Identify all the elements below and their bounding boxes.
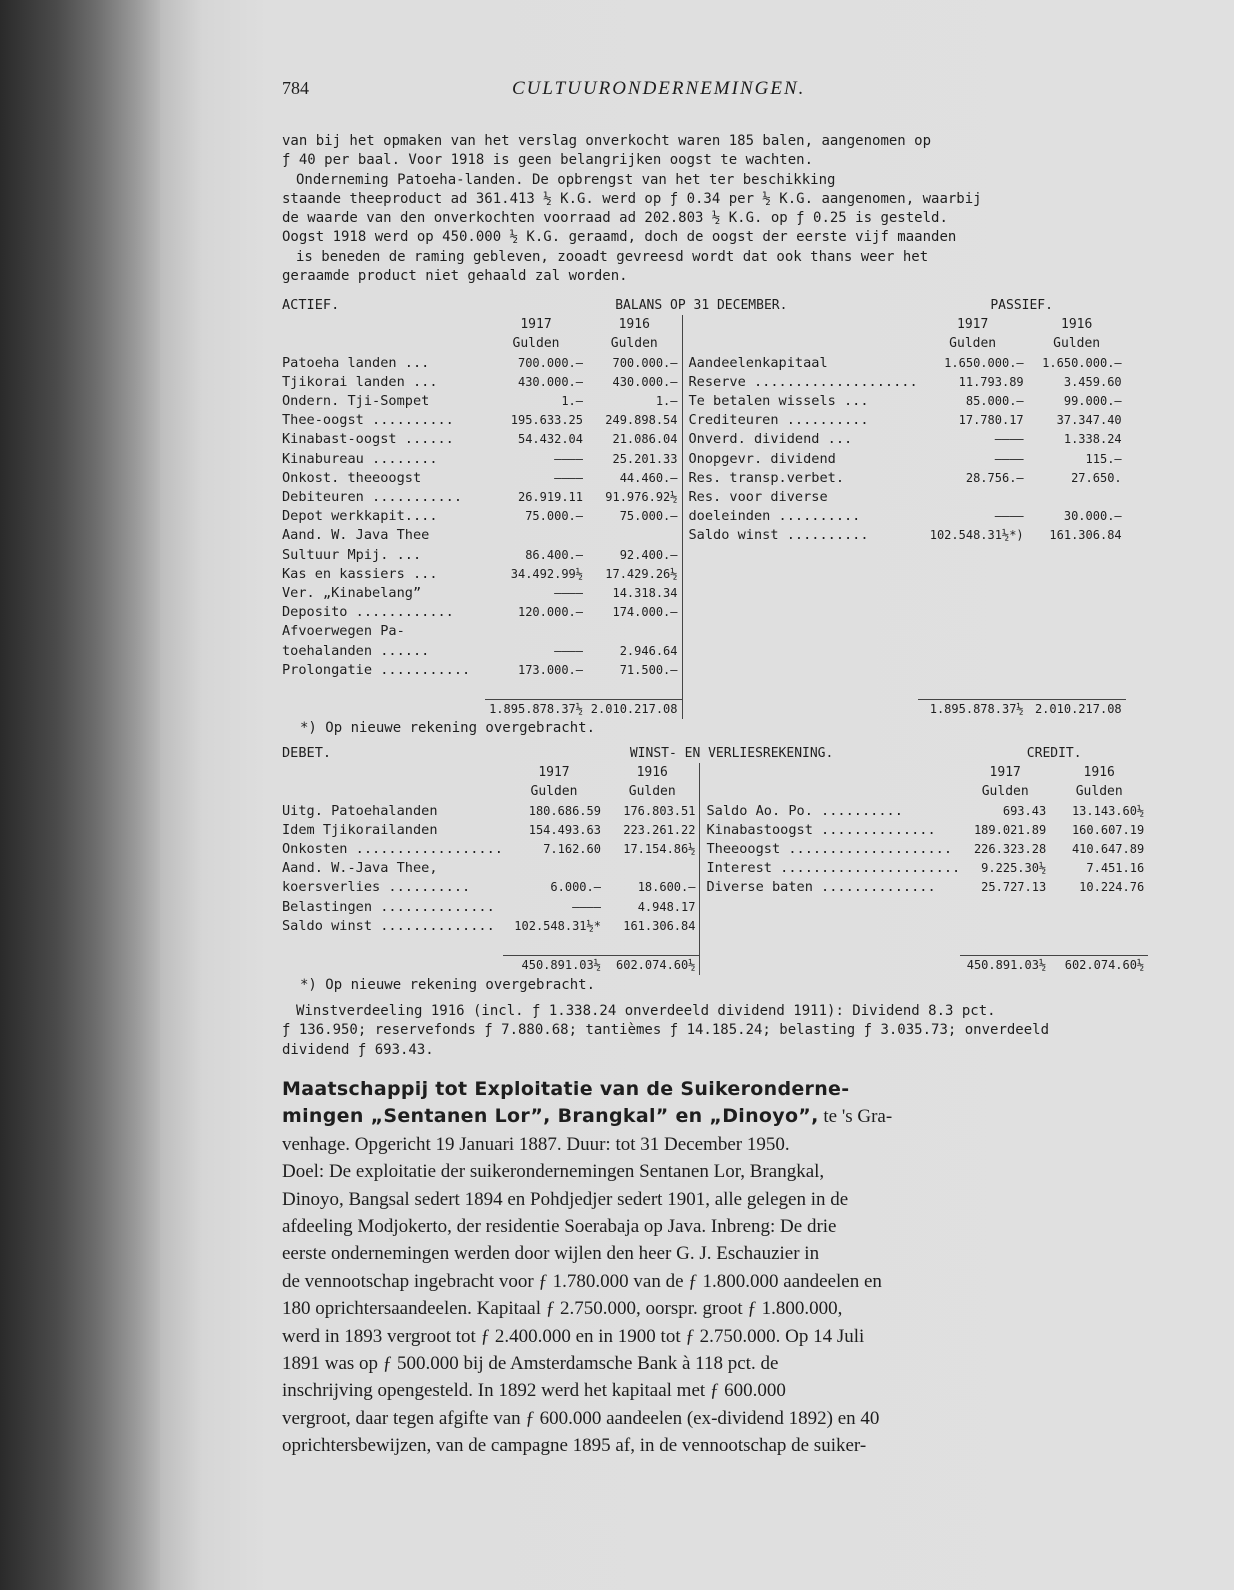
spacer-row (280, 936, 1148, 956)
amount-cell: 14.318.34 (612, 586, 678, 601)
amount-cell: 28.756.— (965, 470, 1024, 485)
amount-cell (1028, 488, 1126, 507)
amount-cell (587, 526, 682, 545)
row-label: Theeoogst .................... (700, 840, 960, 859)
table-row (280, 526, 1126, 545)
amount-cell (918, 661, 1028, 680)
text-line: Oogst 1918 werd op 450.000 ½ K.G. geraamd, doch de oogst der eerste vijf maanden (282, 229, 957, 246)
row-label: koersverlies .......... (282, 879, 471, 896)
table-row (280, 354, 1126, 373)
row-label (682, 642, 918, 661)
blank-cell (280, 763, 503, 782)
profit-loss-body (280, 744, 1148, 975)
row-label: Saldo winst .............. (282, 917, 495, 934)
table-row (280, 802, 1148, 821)
column-header: 1917 (989, 765, 1021, 781)
table-row (280, 430, 1126, 449)
amount-cell: 10.224.76 (1079, 880, 1145, 895)
amount-cell: 1.338.24 (1063, 432, 1122, 447)
amount-cell (1028, 584, 1126, 603)
table-heading-row (280, 744, 1148, 763)
right-heading: PASSIEF. (990, 298, 1053, 313)
amount-cell: 17.780.17 (958, 413, 1024, 428)
amount-cell: 102.548.31½*) (929, 528, 1024, 543)
amount-cell: ———— (994, 432, 1024, 447)
balance-footnote: *) Op nieuwe rekening overgebracht. (300, 720, 596, 736)
row-label: Interest ...................... (700, 859, 960, 878)
text-line: venhage. Opgericht 19 Januari 1887. Duur: tot 31 December 1950. (282, 1133, 790, 1155)
amount-cell: 21.086.04 (612, 432, 678, 447)
unit-row (280, 782, 1148, 801)
blank-cell (960, 936, 1050, 956)
unit-row (280, 334, 1126, 353)
row-label: Crediteuren .......... (682, 411, 918, 430)
row-label: Idem Tjikorailanden (282, 821, 438, 838)
page-header (282, 78, 1112, 104)
amount-cell: 174.000.— (612, 605, 678, 620)
row-label: Depot werkkapit.... (282, 508, 438, 525)
row-label: doeleinden .......... (682, 507, 918, 526)
column-header: Gulden (610, 336, 658, 352)
table-row (280, 507, 1126, 526)
table-row (280, 821, 1148, 840)
table-row (280, 584, 1126, 603)
text-line: oprichtersbewijzen, van de campagne 1895 af, in de vennootschap de suiker- (282, 1435, 867, 1457)
amount-cell: 2.946.64 (619, 643, 678, 658)
table-row (280, 546, 1126, 565)
amount-cell: ———— (994, 509, 1024, 524)
row-label: Belastingen .............. (282, 898, 495, 915)
row-label: Kas en kassiers ... (282, 565, 438, 582)
table-row (280, 565, 1126, 584)
amount-cell (1028, 565, 1126, 584)
amount-cell (918, 642, 1028, 661)
text-line: dividend ƒ 693.43. (282, 1041, 434, 1058)
table-row (280, 469, 1126, 488)
row-label: Ondern. Tji-Sompet (282, 393, 430, 410)
amount-cell: 173.000.— (517, 662, 583, 677)
text-line: ƒ 40 per baal. Voor 1918 is geen belangrijken oogst te wachten. (282, 152, 814, 169)
row-label (682, 622, 918, 641)
amount-cell (485, 622, 587, 641)
amount-cell (1028, 622, 1126, 641)
amount-cell: 6.000.— (550, 880, 601, 895)
amount-cell (918, 488, 1028, 507)
amount-cell: 25.201.33 (612, 451, 678, 466)
text-line: staande theeproduct ad 361.413 ½ K.G. werd op ƒ 0.34 per ½ K.G. aangenomen, waarbij (282, 190, 982, 207)
intro-paragraph (282, 132, 1112, 286)
row-label: Diverse baten .............. (700, 878, 960, 897)
table-row (280, 898, 1148, 917)
row-label (682, 584, 918, 603)
row-label: Afvoerwegen Pa- (282, 623, 405, 640)
amount-cell: 161.306.84 (623, 918, 696, 933)
text-line: de vennootschap ingebracht voor ƒ 1.780.000 van de ƒ 1.800.000 aandeelen en (282, 1270, 882, 1292)
text-line: eerste ondernemingen werden door wijlen den heer G. J. Eschauzier in (282, 1243, 820, 1265)
amount-cell (1028, 661, 1126, 680)
column-header: Gulden (1053, 336, 1101, 352)
row-label: Deposito ............ (282, 604, 454, 621)
amount-cell (1050, 898, 1148, 917)
row-label: Uitg. Patoehalanden (282, 802, 438, 819)
blank-cell (587, 680, 682, 700)
table-row (280, 603, 1126, 622)
row-label: Te betalen wissels ... (682, 392, 918, 411)
amount-cell: 9.225.30½ (981, 861, 1047, 876)
amount-cell: 160.607.19 (1071, 822, 1145, 837)
row-label: Onopgevr. dividend (682, 450, 918, 469)
blank-cell (700, 782, 960, 801)
company-name-line: mingen „Sentanen Lor”, Brangkal” en „Dinoyo”, (282, 1105, 819, 1128)
amount-cell: 17.429.26½ (605, 566, 678, 581)
blank-cell (700, 763, 960, 782)
blank-cell (280, 680, 485, 700)
amount-cell: 1.— (561, 394, 583, 409)
amount-cell: 223.261.22 (623, 822, 696, 837)
total-cell: 602.074.60½ (1050, 956, 1148, 976)
blank-cell (280, 956, 503, 976)
amount-cell: ———— (572, 899, 601, 914)
amount-cell: 430.000.— (612, 374, 678, 389)
amount-cell: ———— (554, 451, 583, 466)
text-line: inschrijving opengesteld. In 1892 werd het kapitaal met ƒ 600.000 (282, 1380, 786, 1402)
table-row (280, 622, 1126, 641)
table-title: WINST- EN VERLIESREKENING. (629, 746, 834, 761)
amount-cell: 693.43 (1002, 803, 1047, 818)
total-cell: 602.074.60½ (605, 956, 700, 976)
row-label: Onkosten .................. (282, 841, 503, 858)
total-cell: 450.891.03½ (960, 956, 1050, 976)
profit-distribution (282, 1002, 1112, 1060)
column-header: 1917 (520, 317, 552, 333)
amount-cell: 430.000.— (517, 374, 583, 389)
amount-cell: 1.— (655, 394, 678, 409)
amount-cell: 161.306.84 (1049, 528, 1122, 543)
amount-cell (1050, 917, 1148, 936)
amount-cell (1028, 603, 1126, 622)
text-line: is beneden de raming gebleven, zooadt gevreesd wordt dat ook thans weer het (296, 248, 929, 265)
amount-cell: 410.647.89 (1071, 842, 1145, 857)
row-label (700, 898, 960, 917)
table-heading-row (280, 296, 1126, 315)
total-cell: 1.895.878.37½ (485, 700, 587, 720)
right-heading: CREDIT. (1026, 746, 1082, 761)
company-name-line: Maatschappij tot Exploitatie van de Suikeronderne- (282, 1078, 850, 1100)
table-title: BALANS OP 31 DECEMBER. (615, 298, 788, 313)
amount-cell: ———— (554, 586, 583, 601)
column-header: Gulden (628, 784, 676, 800)
blank-cell (682, 315, 918, 334)
amount-cell: ———— (554, 643, 583, 658)
amount-cell: 249.898.54 (605, 413, 678, 428)
amount-cell: 3.459.60 (1063, 374, 1122, 389)
book-spine (0, 0, 160, 1590)
row-label: Ver. „Kinabelang” (282, 585, 422, 602)
blank-cell (280, 315, 485, 334)
amount-cell (605, 859, 700, 878)
amount-cell: 26.919.11 (517, 490, 583, 505)
amount-cell (918, 565, 1028, 584)
amount-cell: 75.000.— (619, 509, 678, 524)
total-cell: 2.010.217.08 (587, 700, 682, 720)
row-label: Aand. W.-Java Thee, (282, 860, 438, 877)
balance-sheet-body (280, 296, 1126, 719)
profit-loss-footnote: *) Op nieuwe rekening overgebracht. (300, 977, 596, 993)
blank-cell (700, 936, 960, 956)
total-cell: 2.010.217.08 (1028, 700, 1126, 720)
text-line: van bij het opmaken van het verslag onverkocht waren 185 balen, aangenomen op (282, 133, 932, 149)
column-header: Gulden (981, 784, 1029, 800)
text-line: de waarde van den onverkochten voorraad ad 202.803 ½ K.G. op ƒ 0.25 is gesteld. (282, 210, 948, 227)
text-line: afdeeling Modjokerto, der residentie Soerabaja op Java. Inbreng: De drie (282, 1216, 837, 1238)
text-line: geraamde product niet gehaald zal worden. (282, 268, 628, 285)
totals-row (280, 700, 1126, 720)
amount-cell: 71.500.— (619, 662, 678, 677)
amount-cell: 180.686.59 (528, 803, 601, 818)
blank-cell (700, 956, 960, 976)
blank-cell (280, 700, 485, 720)
row-label (682, 565, 918, 584)
page-number: 784 (282, 78, 309, 98)
amount-cell: 17.154.86½ (623, 842, 696, 857)
column-header: 1916 (1061, 317, 1093, 333)
amount-cell: 92.400.— (619, 547, 678, 562)
row-label: Kinabast-oogst ...... (282, 431, 454, 448)
total-cell: 450.891.03½ (503, 956, 605, 976)
amount-cell: 37.347.40 (1056, 413, 1122, 428)
amount-cell: 44.460.— (619, 470, 678, 485)
amount-cell (960, 917, 1050, 936)
amount-cell: 54.432.04 (517, 432, 583, 447)
row-label: Onkost. theeoogst (282, 469, 422, 486)
company-entry (282, 1076, 1112, 1460)
blank-cell (1028, 680, 1126, 700)
table-row (280, 488, 1126, 507)
row-label: Saldo Ao. Po. .......... (700, 802, 960, 821)
text-line: 180 oprichtersaandeelen. Kapitaal ƒ 2.750.000, oorspr. groot ƒ 1.800.000, (282, 1298, 843, 1320)
balance-sheet-table (280, 296, 1126, 719)
text-line: Doel: De exploitatie der suikerondernemingen Sentanen Lor, Brangkal, (282, 1161, 825, 1183)
amount-cell: 176.803.51 (623, 803, 696, 818)
column-header: 1916 (1083, 765, 1115, 781)
row-label: Patoeha landen ... (282, 354, 430, 371)
row-label: Aand. W. Java Thee (282, 527, 430, 544)
amount-cell: 85.000.— (965, 394, 1024, 409)
text-line: 1891 was op ƒ 500.000 bij de Amsterdamsche Bank à 118 pct. de (282, 1353, 779, 1375)
column-header: Gulden (1075, 784, 1123, 800)
amount-cell: 102.548.31½* (514, 918, 601, 933)
amount-cell: 86.400.— (525, 547, 583, 562)
blank-cell (1050, 936, 1148, 956)
table-row (280, 373, 1126, 392)
year-row (280, 315, 1126, 334)
amount-cell: ———— (554, 470, 583, 485)
row-label (682, 661, 918, 680)
column-header: Gulden (530, 784, 578, 800)
amount-cell: 1.650.000.— (944, 355, 1024, 370)
amount-cell: 120.000.— (517, 605, 583, 620)
amount-cell (960, 898, 1050, 917)
amount-cell: 115.— (1085, 451, 1122, 466)
blank-cell (503, 936, 605, 956)
company-location: te 's Gra- (818, 1106, 893, 1128)
amount-cell: 7.451.16 (1086, 861, 1145, 876)
spacer-row (280, 680, 1126, 700)
row-label: Res. voor diverse (682, 488, 918, 507)
amount-cell: 4.948.17 (637, 899, 696, 914)
amount-cell: ———— (994, 451, 1024, 466)
amount-cell: 195.633.25 (510, 413, 583, 428)
total-cell: 1.895.878.37½ (918, 700, 1028, 720)
year-row (280, 763, 1148, 782)
row-label: Debiteuren ........... (282, 489, 463, 506)
blank-cell (605, 936, 700, 956)
amount-cell: 11.793.89 (958, 374, 1024, 389)
amount-cell: 34.492.99½ (510, 566, 583, 581)
table-row (280, 392, 1126, 411)
left-heading: DEBET. (282, 745, 332, 761)
amount-cell: 13.143.60½ (1071, 803, 1145, 818)
text-line: Dinoyo, Bangsal sedert 1894 en Pohdjedjer sedert 1901, alle gelegen in de (282, 1188, 849, 1210)
blank-cell (682, 334, 918, 353)
amount-cell: 91.976.92½ (605, 490, 678, 505)
column-header: Gulden (949, 336, 997, 352)
amount-cell: 226.323.28 (973, 842, 1047, 857)
column-header: Gulden (512, 336, 560, 352)
column-header: 1916 (618, 317, 650, 333)
row-label: Aandeelenkapitaal (682, 354, 918, 373)
amount-cell: 27.650. (1071, 470, 1122, 485)
row-label: Saldo winst .......... (682, 526, 918, 545)
amount-cell (918, 546, 1028, 565)
row-label: Onverd. dividend ... (682, 430, 918, 449)
blank-cell (280, 936, 503, 956)
amount-cell (918, 622, 1028, 641)
row-label: toehalanden ...... (282, 642, 430, 659)
blank-cell (918, 680, 1028, 700)
table-row (280, 859, 1148, 878)
running-title: CULTUURONDERNEMINGEN. (512, 78, 806, 99)
row-label (682, 546, 918, 565)
blank-cell (682, 700, 918, 720)
amount-cell: 18.600.— (637, 880, 696, 895)
amount-cell (587, 622, 682, 641)
amount-cell: 154.493.63 (528, 822, 601, 837)
row-label: Res. transp.verbet. (682, 469, 918, 488)
amount-cell: 189.021.89 (973, 822, 1047, 837)
amount-cell (1028, 642, 1126, 661)
column-header: 1917 (957, 317, 989, 333)
table-row (280, 840, 1148, 859)
amount-cell (918, 603, 1028, 622)
column-header: 1916 (636, 765, 668, 781)
blank-cell (485, 680, 587, 700)
table-row (280, 661, 1126, 680)
row-label: Kinabureau ........ (282, 450, 438, 467)
amount-cell: 75.000.— (525, 509, 583, 524)
table-row (280, 878, 1148, 897)
amount-cell: 25.727.13 (981, 880, 1047, 895)
row-label (682, 603, 918, 622)
column-header: 1917 (538, 765, 570, 781)
row-label: Reserve .................... (682, 373, 918, 392)
amount-cell (1028, 546, 1126, 565)
text-line: Onderneming Patoeha-landen. De opbrengst van het ter beschikking (296, 171, 836, 188)
row-label: Tjikorai landen ... (282, 373, 438, 390)
table-row (280, 411, 1126, 430)
amount-cell: 7.162.60 (543, 842, 601, 857)
amount-cell (485, 526, 587, 545)
amount-cell: 700.000.— (612, 355, 678, 370)
blank-cell (280, 782, 503, 801)
text-line: werd in 1893 vergroot tot ƒ 2.400.000 en in 1900 tot ƒ 2.750.000. Op 14 Juli (282, 1325, 865, 1347)
amount-cell: 99.000.— (1063, 394, 1122, 409)
table-row (280, 917, 1148, 936)
amount-cell: 700.000.— (517, 355, 583, 370)
profit-loss-table (280, 744, 1148, 975)
table-row (280, 450, 1126, 469)
table-row (280, 642, 1126, 661)
text-line: vergroot, daar tegen afgifte van ƒ 600.000 aandeelen (ex-dividend 1892) en 40 (282, 1407, 880, 1429)
row-label: Kinabastoogst .............. (700, 821, 960, 840)
amount-cell: 1.650.000.— (1042, 355, 1122, 370)
totals-row (280, 956, 1148, 976)
text-line: Winstverdeeling 1916 (incl. ƒ 1.338.24 onverdeeld dividend 1911): Dividend 8.3 pct. (296, 1003, 996, 1019)
blank-cell (682, 680, 918, 700)
blank-cell (280, 334, 485, 353)
row-label (700, 917, 960, 936)
row-label: Thee-oogst .......... (282, 412, 454, 429)
text-line: ƒ 136.950; reservefonds ƒ 7.880.68; tantièmes ƒ 14.185.24; belasting ƒ 3.035.73; onverdeeld (282, 1022, 1050, 1039)
amount-cell: 30.000.— (1063, 509, 1122, 524)
row-label: Prolongatie ........... (282, 661, 471, 678)
left-heading: ACTIEF. (282, 297, 340, 313)
amount-cell (503, 859, 605, 878)
row-label: Sultuur Mpij. ... (282, 546, 422, 563)
amount-cell (918, 584, 1028, 603)
